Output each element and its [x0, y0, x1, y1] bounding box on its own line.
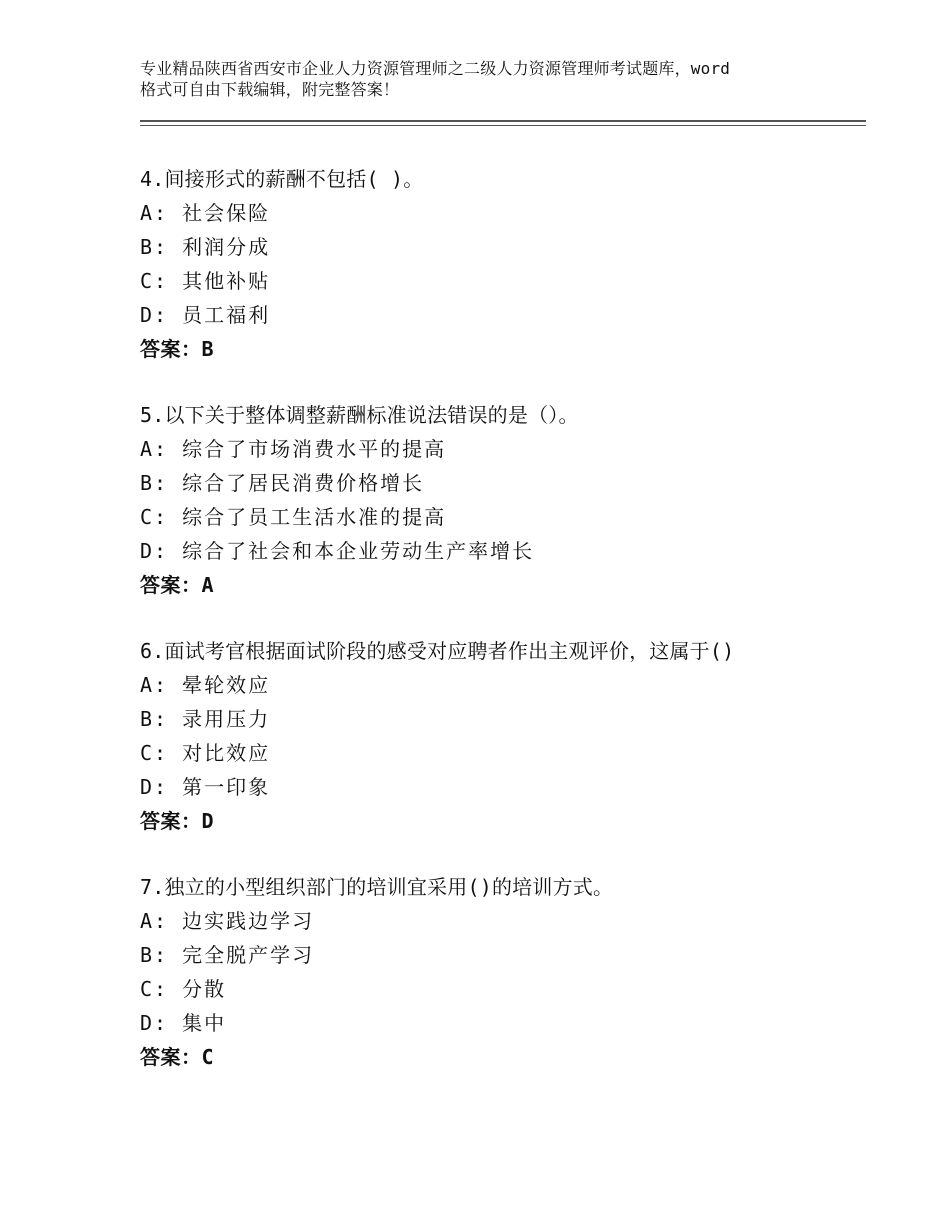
option-a: A: 社会保险 [140, 201, 271, 225]
question-title: 5.以下关于整体调整薪酬标准说法错误的是（）。 [140, 403, 579, 427]
question-4 [140, 162, 860, 366]
option-d: D: 综合了社会和本企业劳动生产率增长 [140, 539, 535, 563]
answer: 答案：D [140, 809, 215, 833]
header-line-1: 专业精品陕西省西安市企业人力资源管理师之二级人力资源管理师考试题库，word [140, 59, 731, 78]
option-c: C: 综合了员工生活水准的提高 [140, 505, 447, 529]
header-divider [140, 120, 866, 126]
header-line-2: 格式可自由下载编辑，附完整答案！ [140, 80, 400, 99]
option-a: A: 综合了市场消费水平的提高 [140, 437, 447, 461]
option-d: D: 员工福利 [140, 303, 271, 327]
option-c: C: 其他补贴 [140, 269, 271, 293]
answer: 答案：A [140, 573, 215, 597]
question-5 [140, 398, 860, 602]
option-b: B: 完全脱产学习 [140, 943, 315, 967]
question-list [140, 162, 860, 1106]
question-title: 4.间接形式的薪酬不包括( )。 [140, 167, 424, 191]
answer: 答案：B [140, 337, 215, 361]
document-header [140, 58, 860, 100]
option-c: C: 分散 [140, 977, 227, 1001]
question-title: 6.面试考官根据面试阶段的感受对应聘者作出主观评价，这属于() [140, 639, 735, 663]
question-title: 7.独立的小型组织部门的培训宜采用()的培训方式。 [140, 875, 614, 899]
option-a: A: 边实践边学习 [140, 909, 315, 933]
option-b: B: 录用压力 [140, 707, 271, 731]
option-b: B: 利润分成 [140, 235, 271, 259]
question-6 [140, 634, 860, 838]
answer: 答案：C [140, 1045, 215, 1069]
option-d: D: 第一印象 [140, 775, 271, 799]
question-7 [140, 870, 860, 1074]
option-b: B: 综合了居民消费价格增长 [140, 471, 425, 495]
option-a: A: 晕轮效应 [140, 673, 271, 697]
option-c: C: 对比效应 [140, 741, 271, 765]
option-d: D: 集中 [140, 1011, 227, 1035]
